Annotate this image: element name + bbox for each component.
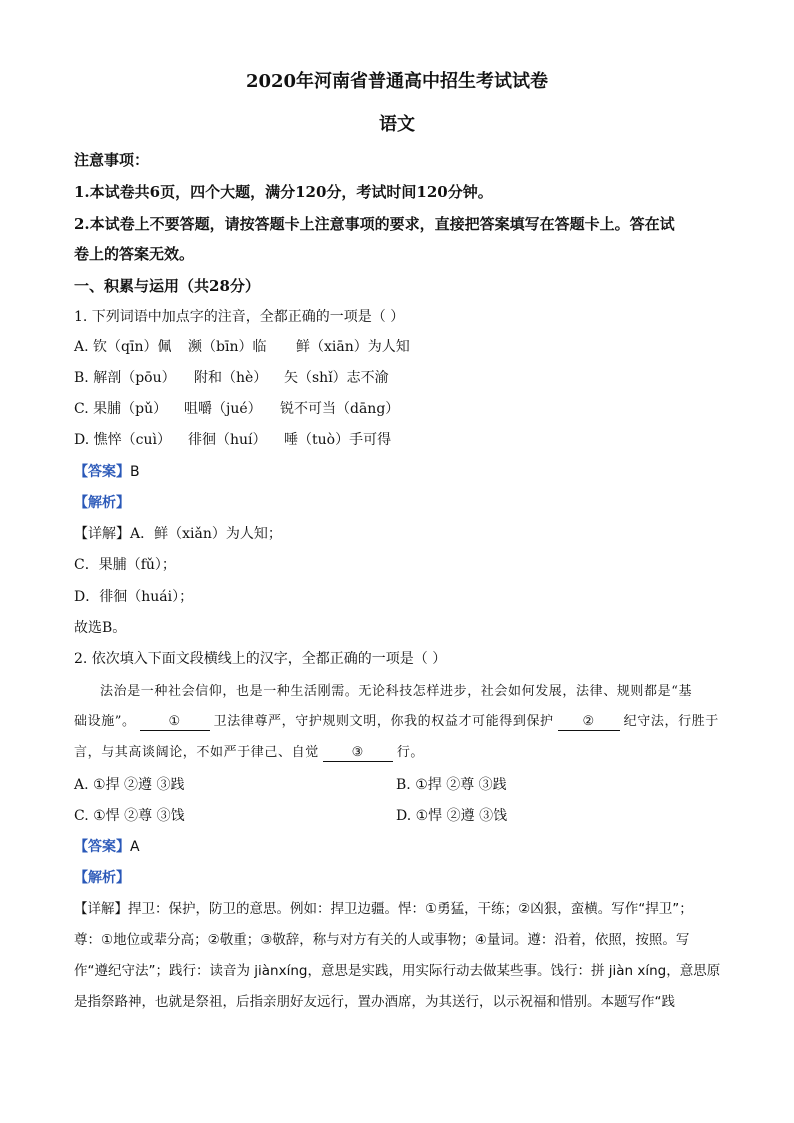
answer-value: A bbox=[130, 839, 140, 855]
q2-answer bbox=[74, 837, 140, 857]
passage-text: 础设施”。 bbox=[74, 714, 136, 729]
section-heading: 一、积累与运用（共28分） bbox=[74, 277, 260, 295]
blank-2: ② bbox=[558, 713, 620, 731]
q1-option-c-word-1: C. 果脯（pǔ） bbox=[74, 401, 168, 417]
detail-text: A．鲜（xiǎn）为人知； bbox=[130, 526, 282, 542]
passage-text: 言，与其高谈阔论，不如严于律己、自觉 bbox=[74, 745, 319, 760]
answer-tag: 【答案】 bbox=[74, 464, 130, 480]
q1-option-b-word-3: 矢（shǐ）志不渝 bbox=[284, 370, 389, 386]
answer-value: B bbox=[130, 464, 140, 480]
q1-stem: 1. 下列词语中加点字的注音，全都正确的一项是（ ） bbox=[74, 309, 405, 325]
q1-option-b-word-1: B. 解剖（pōu） bbox=[74, 370, 176, 386]
notice-item-1: 1.本试卷共6页，四个大题，满分120分，考试时间120分钟。 bbox=[74, 183, 493, 201]
answer-tag: 【答案】 bbox=[74, 839, 130, 855]
passage-text: 行。 bbox=[396, 745, 425, 760]
q1-option-d-word-3: 唾（tuò）手可得 bbox=[284, 432, 392, 448]
passage-text: 纪守法，行胜于 bbox=[623, 714, 719, 729]
notice-item-2-line-1: 2.本试卷上不要答题，请按答题卡上注意事项的要求，直接把答案填写在答题卡上。答在试 bbox=[74, 215, 675, 233]
q1-option-c bbox=[74, 399, 399, 419]
detail-text: 捍卫：保护，防卫的意思。例如：捍卫边疆。悍：①勇猛，干练；②凶狠，蛮横。写作“捍卫”； bbox=[128, 901, 693, 917]
q1-option-d-word-2: 徘徊（huí） bbox=[188, 432, 267, 448]
q2-passage-line-2 bbox=[74, 712, 719, 732]
q2-option-a: A. ①捍 ②遵 ③践 bbox=[74, 777, 185, 793]
blank-1: ① bbox=[140, 713, 210, 731]
q2-option-d: D. ①悍 ②遵 ③饯 bbox=[396, 808, 508, 824]
notice-heading: 注意事项： bbox=[74, 151, 150, 169]
q1-option-b-word-2: 附和（hè） bbox=[194, 370, 268, 386]
q2-passage-line-1: 法治是一种社会信仰，也是一种生活刚需。无论科技怎样进步，社会如何发展，法律、规则都是“基 bbox=[100, 684, 693, 699]
q2-stem: 2. 依次填入下面文段横线上的汉字，全都正确的一项是（ ） bbox=[74, 651, 447, 667]
q1-answer bbox=[74, 462, 140, 482]
q1-option-a-word-1: A. 钦（qīn）佩 bbox=[74, 339, 172, 355]
q2-passage-line-3 bbox=[74, 743, 424, 763]
q1-option-d bbox=[74, 430, 391, 450]
analysis-tag: 【解析】 bbox=[74, 870, 130, 886]
q2-detail-4: 是指祭路神，也就是祭祖，后指亲朋好友远行，置办酒席，为其送行，以示祝福和惜别。本题写作“践 bbox=[74, 994, 675, 1010]
q1-option-a-word-3: 鲜（xiān）为人知 bbox=[296, 339, 410, 355]
detail-tag: 【详解】 bbox=[74, 901, 128, 917]
q1-detail-4: 故选B。 bbox=[74, 620, 127, 636]
q2-detail-3: 作“遵纪守法”；践行：读音为 jiànxíng，意思是实践，用实际行动去做某些事。饯行：拼 jiàn xíng，意思原 bbox=[74, 963, 721, 979]
notice-item-2-line-2: 卷上的答案无效。 bbox=[74, 245, 195, 263]
q2-detail-1 bbox=[74, 899, 693, 919]
q2-option-b: B. ①捍 ②尊 ③践 bbox=[396, 777, 507, 793]
q1-option-a bbox=[74, 337, 410, 357]
q2-analysis bbox=[74, 868, 130, 888]
q1-option-c-word-2: 咀嚼（jué） bbox=[184, 401, 262, 417]
passage-text: 卫法律尊严，守护规则文明，你我的权益才可能得到保护 bbox=[213, 714, 554, 729]
subject-title: 语文 bbox=[379, 114, 415, 135]
q1-detail-3: D．徘徊（huái）； bbox=[74, 589, 194, 605]
q1-option-b bbox=[74, 368, 389, 388]
q1-detail-1 bbox=[74, 524, 282, 544]
analysis-tag: 【解析】 bbox=[74, 495, 130, 511]
q1-option-d-word-1: D. 憔悴（cuì） bbox=[74, 432, 171, 448]
exam-title: 2020年河南省普通高中招生考试试卷 bbox=[245, 71, 549, 92]
blank-3: ③ bbox=[323, 744, 393, 762]
q1-option-a-word-2: 濒（bīn）临 bbox=[188, 339, 267, 355]
q1-option-c-word-3: 锐不可当（dāng） bbox=[280, 401, 400, 417]
q1-analysis bbox=[74, 493, 130, 513]
q1-detail-2: C．果脯（fǔ）； bbox=[74, 557, 176, 573]
q2-option-c: C. ①悍 ②尊 ③饯 bbox=[74, 808, 185, 824]
q2-detail-2: 尊：①地位或辈分高；②敬重；③敬辞，称与对方有关的人或事物；④量词。遵：沿着，依照，按照。写 bbox=[74, 932, 690, 948]
detail-tag: 【详解】 bbox=[74, 526, 130, 542]
